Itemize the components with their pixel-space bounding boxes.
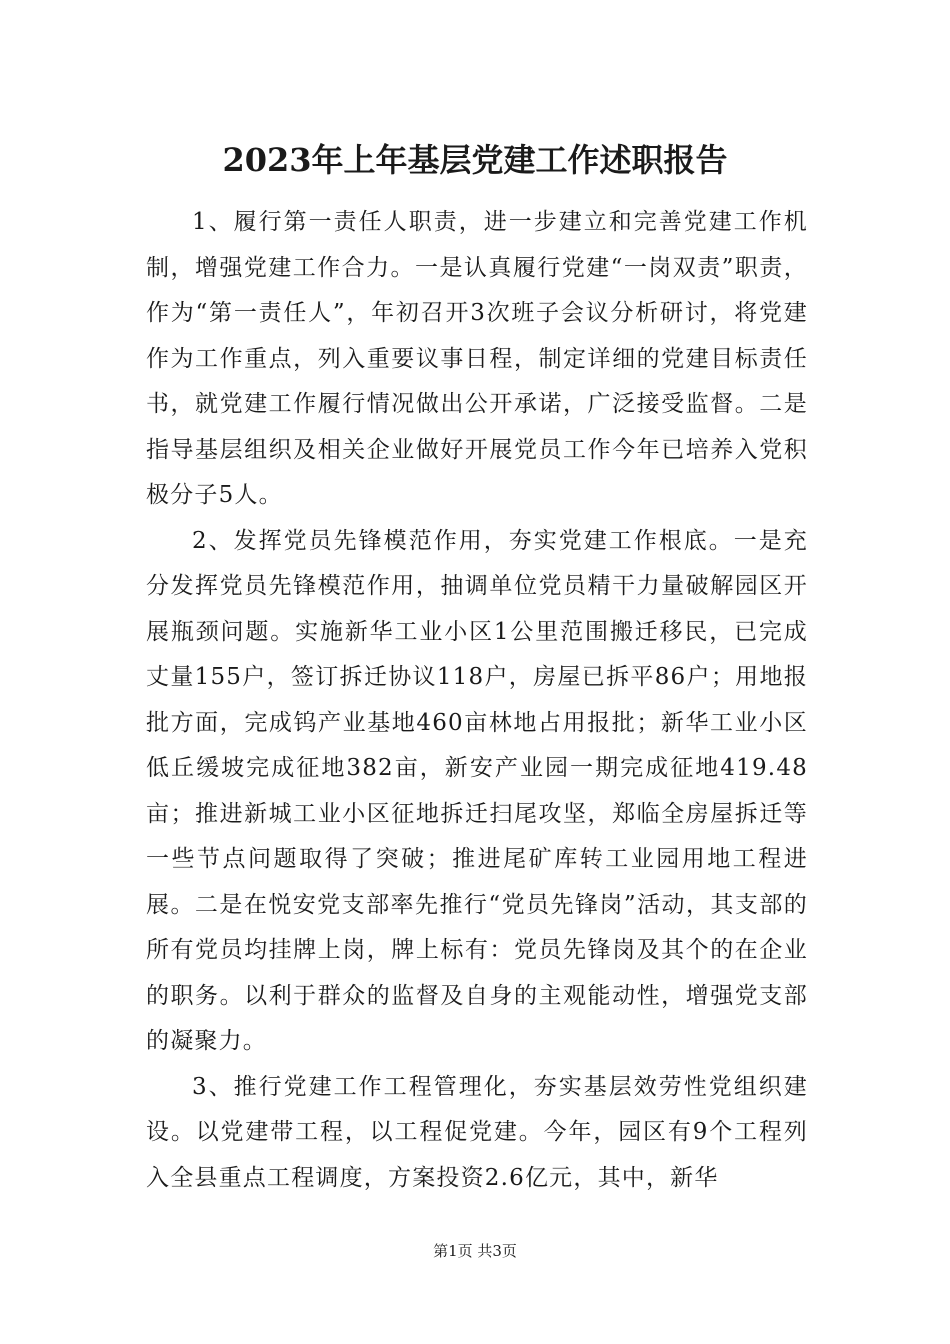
page-footer: 第1页 共3页 xyxy=(433,1242,517,1260)
document-body xyxy=(146,200,808,1201)
document-title: 2023年上年基层党建工作述职报告 xyxy=(222,141,728,179)
paragraph-1: 1、履行第一责任人职责，进一步建立和完善党建工作机制，增强党建工作合力。一是认真履行党建“一岗双责”职责，作为“第一责任人”，年初召开3次班子会议分析研讨，将党建作为工作重点，列入重要议事日程，制定详细的党建目标责任书，就党建工作履行情况做出公开承诺，广泛接受监督。二是指导基层组织及相关企业做好开展党员工作今年已培养入党积极分子5人。 xyxy=(146,209,808,508)
paragraph-3: 3、推行党建工作工程管理化，夯实基层效劳性党组织建设。以党建带工程，以工程促党建。今年，园区有9个工程列入全县重点工程调度，方案投资2.6亿元，其中，新华 xyxy=(146,1073,808,1191)
paragraph-2: 2、发挥党员先锋模范作用，夯实党建工作根底。一是充分发挥党员先锋模范作用，抽调单位党员精干力量破解园区开展瓶颈问题。实施新华工业小区1公里范围搬迁移民，已完成丈量155户，签订拆迁协议118户，房屋已拆平86户；用地报批方面，完成钨产业基地460亩林地占用报批；新华工业小区低丘缓坡完成征地382亩，新安产业园一期完成征地419.48亩；推进新城工业小区征地拆迁扫尾攻坚，郑临全房屋拆迁等一些节点问题取得了突破；推进尾矿库转工业园用地工程进展。二是在悦安党支部率先推行“党员先锋岗”活动，其支部的所有党员均挂牌上岗，牌上标有：党员先锋岗及其个的在企业的职务。以利于群众的监督及自身的主观能动性，增强党支部的凝聚力。 xyxy=(146,527,808,1054)
